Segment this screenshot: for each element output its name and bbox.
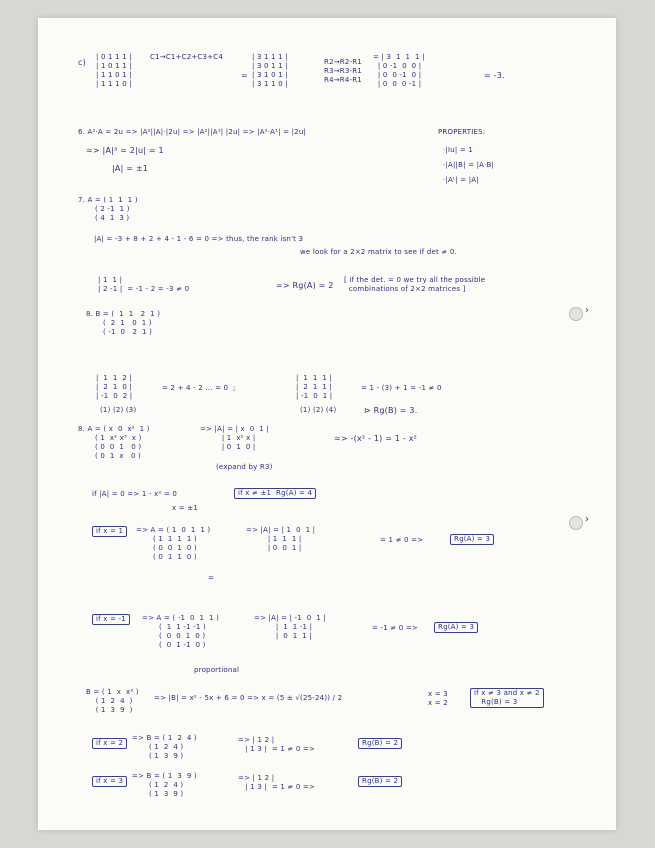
section-8-minor-2-result: = 1 - (3) + 1 = -1 ≠ 0 — [361, 384, 442, 392]
section-9-rank-box: if x ≠ ±1 Rg(A) = 4 — [234, 488, 316, 499]
section-9-case-xm1-label: if x = -1 — [92, 614, 130, 625]
section-b-case-x2-label: if x = 2 — [92, 738, 127, 749]
punch-hole-1 — [569, 307, 583, 321]
section-7-minor: | 1 1 | | 2 -1 | = -1 - 2 = -3 ≠ 0 — [98, 276, 190, 293]
section-b-rank-box: if x ≠ 3 and x ≠ 2 Rg(B) = 3 — [470, 688, 544, 708]
section-b-case-x3-label: if x = 3 — [92, 776, 127, 787]
chevron-right-icon: › — [585, 514, 589, 525]
section-6-property-1: ·|Iu| = 1 — [443, 146, 474, 154]
section-c-matrix-1: | 0 1 1 1 | | 1 0 1 1 | | 1 1 0 1 | | 1 1 1 0 | — [96, 53, 132, 88]
section-9-case-x1-det: => |A| = | 1 0 1 | | 1 1 1 | | 0 0 1 | — [246, 526, 316, 552]
section-7-note-2x2: we look for a 2×2 matrix to see if det ≠ 0. — [300, 248, 457, 256]
section-9-expand-note: (expand by R3) — [216, 463, 273, 471]
section-9-case-xm1-matrix: => A = ( -1 0 1 1 ) ( 1 1 -1 -1 ) ( 0 0 1 0 ) ( 0 1 -1 0 ) — [142, 614, 220, 649]
section-b-case-x3-rank: Rg(B) = 2 — [358, 776, 402, 787]
section-c-row-operations: R2→R2-R1 R3→R3-R1 R4→R4-R1 — [324, 58, 362, 84]
section-c-matrix-2: | 3 1 1 1 | | 3 0 1 1 | | 3 1 0 1 | | 3 1 1 0 | — [252, 53, 288, 88]
section-6-line-3: |A| = ±1 — [112, 164, 149, 173]
section-7-rank: => Rg(A) = 2 — [276, 281, 334, 290]
section-b-case-x2-rank: Rg(B) = 2 — [358, 738, 402, 749]
section-6-property-3: ·|Aᵗ| = |A| — [443, 176, 479, 184]
section-7-determinant: |A| = -3 + 8 + 2 + 4 - 1 - 6 = 0 => thus, the rank isn't 3 — [94, 235, 304, 243]
section-8-columns-1: (1) (2) (3) — [100, 406, 137, 414]
section-b-case-x3-result: => | 1 2 | | 1 3 | = 1 ≠ 0 => — [238, 774, 316, 791]
section-6-property-2: ·|A||B| = |A·B| — [443, 161, 495, 169]
section-9-case-x1-rank: Rg(A) = 3 — [450, 534, 494, 545]
section-9-x-values: x = ±1 — [172, 504, 198, 512]
section-b-determinant: => |B| = x² - 5x + 6 = 0 => x = (5 ± √(25-24)) / 2 — [154, 694, 343, 702]
section-b-case-x2-matrix: => B = ( 1 2 4 ) ( 1 2 4 ) ( 1 3 9 ) — [132, 734, 197, 760]
section-c-column-operation: C1→C1+C2+C3+C4 — [150, 53, 223, 61]
section-8-rank: ⊳ Rg(B) = 3. — [364, 406, 418, 415]
section-6-line-2: => |A|³ = 2|u| = 1 — [86, 146, 164, 155]
section-9-matrix-A: 8. A = ( x 0 x² 1 ) ( 1 x² x³ x ) ( 0 0 1 0 ) ( 0 1 x 0 ) — [78, 425, 150, 460]
section-9-case-x1-result: = 1 ≠ 0 => — [380, 536, 424, 544]
section-7-matrix-A: 7. A = ( 1 1 1 ) ( 2 -1 1 ) ( 4 1 3 ) — [78, 196, 138, 222]
notebook-page — [38, 18, 616, 830]
section-b-roots: x = 3 x = 2 — [428, 690, 448, 707]
section-8-minor-2: | 1 1 1 | | 2 1 1 | | -1 0 1 | — [296, 374, 333, 400]
section-b-matrix: B = ( 1 x x² ) ( 1 2 4 ) ( 1 3 9 ) — [86, 688, 139, 714]
section-6-properties-heading: PROPERTIES: — [438, 128, 486, 136]
section-9-determinant: => |A| = | x 0 1 | | 1 x² x | | 0 1 0 | — [200, 425, 269, 451]
section-8-matrix-B: 8. B = ( 1 1 2 1 ) ( 2 1 0 1 ) ( -1 0 2 1 ) — [86, 310, 161, 336]
punch-hole-2 — [569, 516, 583, 530]
section-9-determinant-result: => -(x² - 1) = 1 - x² — [334, 434, 418, 443]
section-c-label: c) — [78, 58, 86, 67]
section-9-proportional-note: proportional — [194, 666, 240, 674]
section-c-matrix-3: = | 3 1 1 1 | | 0 -1 0 0 | | 0 0 -1 0 | | 0 0 0 -1 | — [373, 53, 425, 88]
section-7-bracket-note: [ if the det. = 0 we try all the possible combinations of 2×2 matrices ] — [344, 276, 486, 293]
section-8-columns-2: (1) (2) (4) — [300, 406, 337, 414]
chevron-right-icon: › — [585, 305, 589, 316]
section-8-minor-1-result: = 2 + 4 - 2 ... = 0 ; — [162, 384, 236, 392]
section-b-case-x2-result: => | 1 2 | | 1 3 | = 1 ≠ 0 => — [238, 736, 316, 753]
section-9-case-x1-equal-mark: = — [208, 574, 215, 582]
section-9-case-xm1-rank: Rg(A) = 3 — [434, 622, 478, 633]
section-9-if-zero: if |A| = 0 => 1 - x² = 0 — [92, 490, 178, 498]
section-9-case-x1-matrix: => A = ( 1 0 1 1 ) ( 1 1 1 1 ) ( 0 0 1 0 ) ( 0 1 1 0 ) — [136, 526, 211, 561]
section-c-result: = -3. — [484, 71, 505, 80]
section-9-case-x1-label: if x = 1 — [92, 526, 127, 537]
section-b-case-x3-matrix: => B = ( 1 3 9 ) ( 1 2 4 ) ( 1 3 9 ) — [132, 772, 197, 798]
section-9-case-xm1-det: => |A| = | -1 0 1 | | 1 1 -1 | | 0 1 1 | — [254, 614, 326, 640]
section-9-case-xm1-result: = -1 ≠ 0 => — [372, 624, 418, 632]
section-c-equals: = — [241, 71, 248, 80]
section-6-line-1: 6. A²·A = 2u => |A²||A|·|2u| => |A²||A¹| |2u| => |A²·A¹| = |2u| — [78, 128, 307, 136]
section-8-minor-1: | 1 1 2 | | 2 1 0 | | -1 0 2 | — [96, 374, 133, 400]
